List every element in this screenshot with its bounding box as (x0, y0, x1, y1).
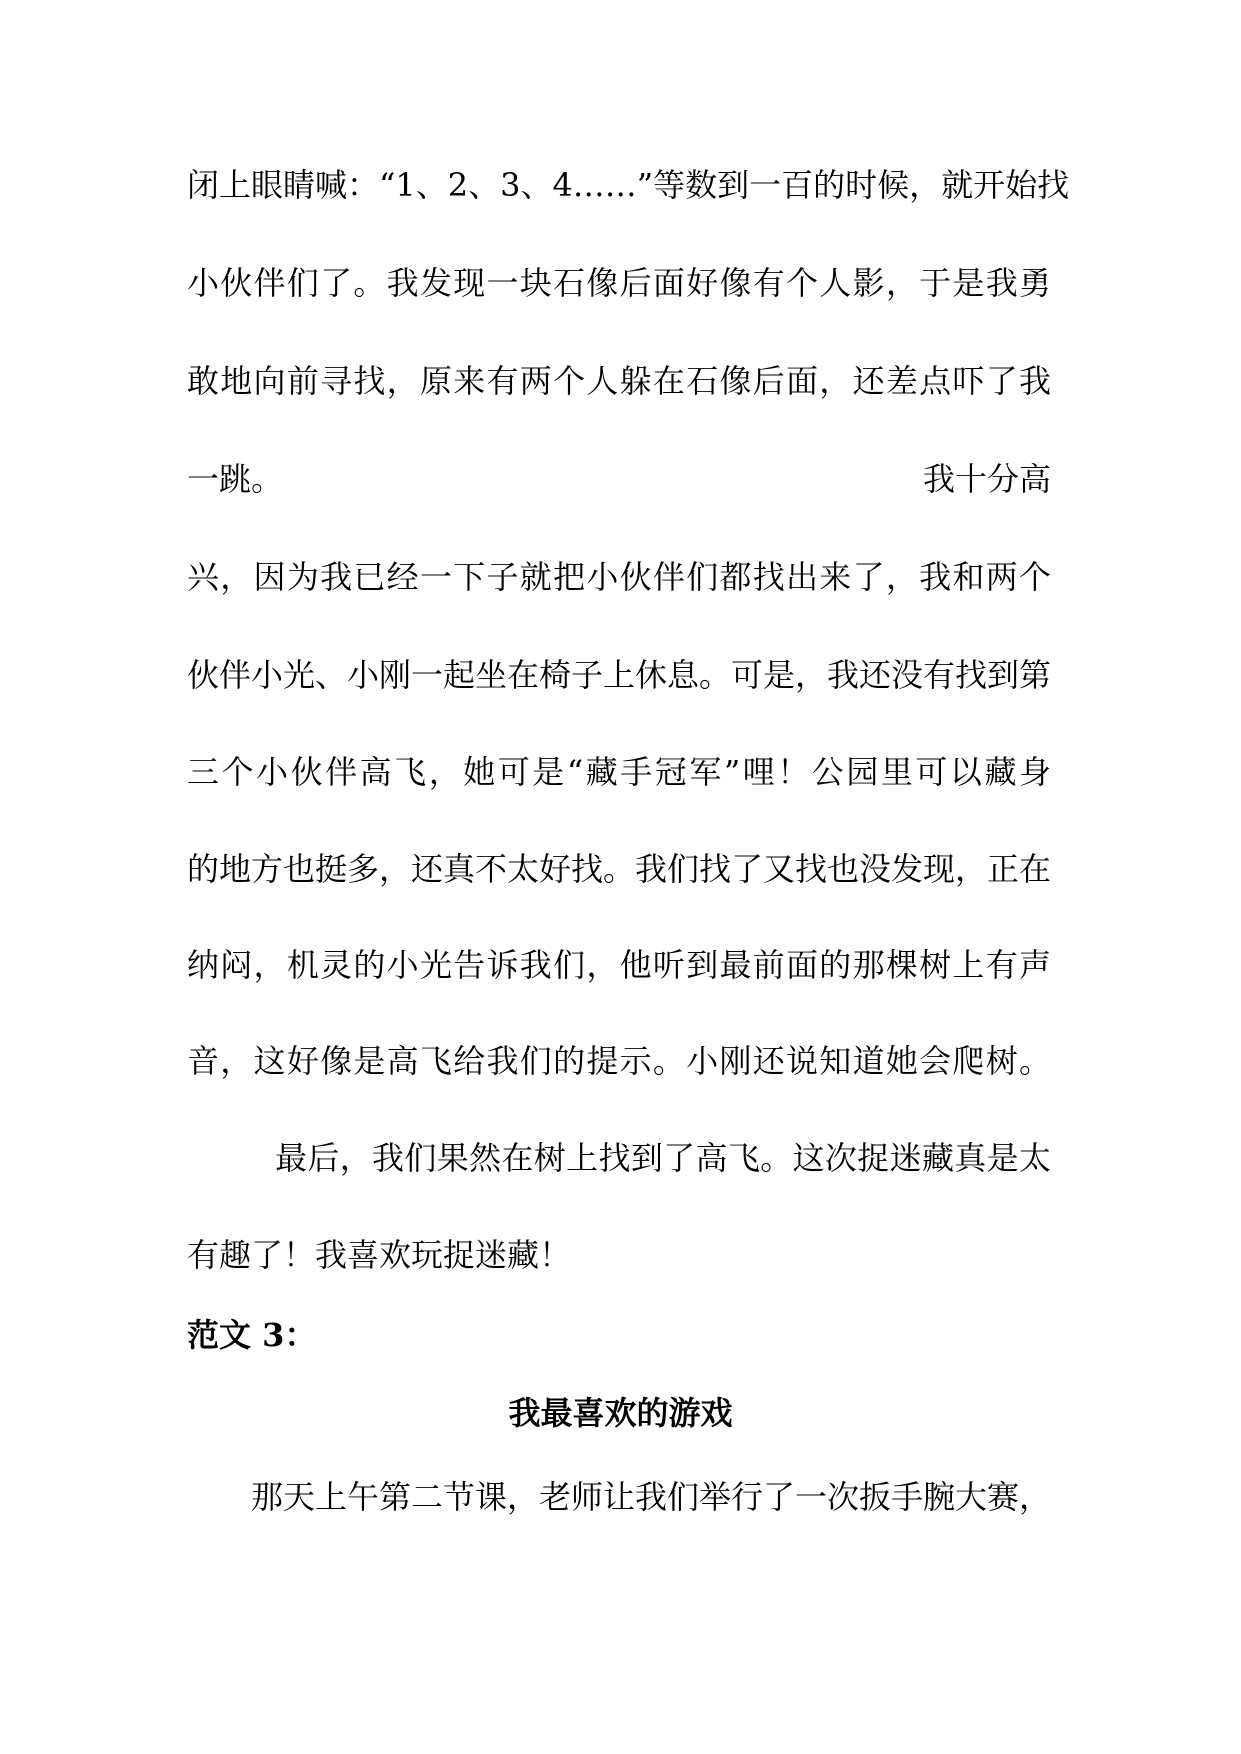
body-line: 敢地向前寻找，原来有两个人躲在石像后面，还差点吓了我 (187, 362, 1051, 400)
split-left: 一跳。 (187, 460, 284, 498)
split-right: 我十分高 (922, 460, 1051, 498)
body-line: 兴，因为我已经一下子就把小伙伴们都找出来了，我和两个 (187, 558, 1051, 596)
body-line: 有趣了！我喜欢玩捉迷藏！ (187, 1236, 572, 1274)
body-line: 那天上午第二节课，老师让我们举行了一次扳手腕大赛， (251, 1478, 1052, 1516)
body-line: 闭上眼睛喊：“1、2、3、4……”等数到一百的时候，就开始找 (187, 166, 1070, 204)
body-line: 三个小伙伴高飞，她可是“藏手冠军”哩！公园里可以藏身 (187, 753, 1051, 791)
body-line: 最后，我们果然在树上找到了高飞。这次捉迷藏真是太 (275, 1139, 1051, 1177)
body-line: 纳闷，机灵的小光告诉我们，他听到最前面的那棵树上有声 (187, 946, 1051, 984)
body-line: 的地方也挺多，还真不太好找。我们找了又找也没发现，正在 (187, 850, 1052, 888)
body-line: 伙伴小光、小刚一起坐在椅子上休息。可是，我还没有找到第 (187, 656, 1052, 694)
essay-title: 我最喜欢的游戏 (508, 1394, 733, 1432)
body-line: 小伙伴们了。我发现一块石像后面好像有个人影，于是我勇 (187, 264, 1051, 302)
section-label: 范文 3： (187, 1316, 317, 1354)
body-line: 音，这好像是高飞给我们的提示。小刚还说知道她会爬树。 (187, 1042, 1051, 1080)
body-line-split (187, 459, 1051, 499)
